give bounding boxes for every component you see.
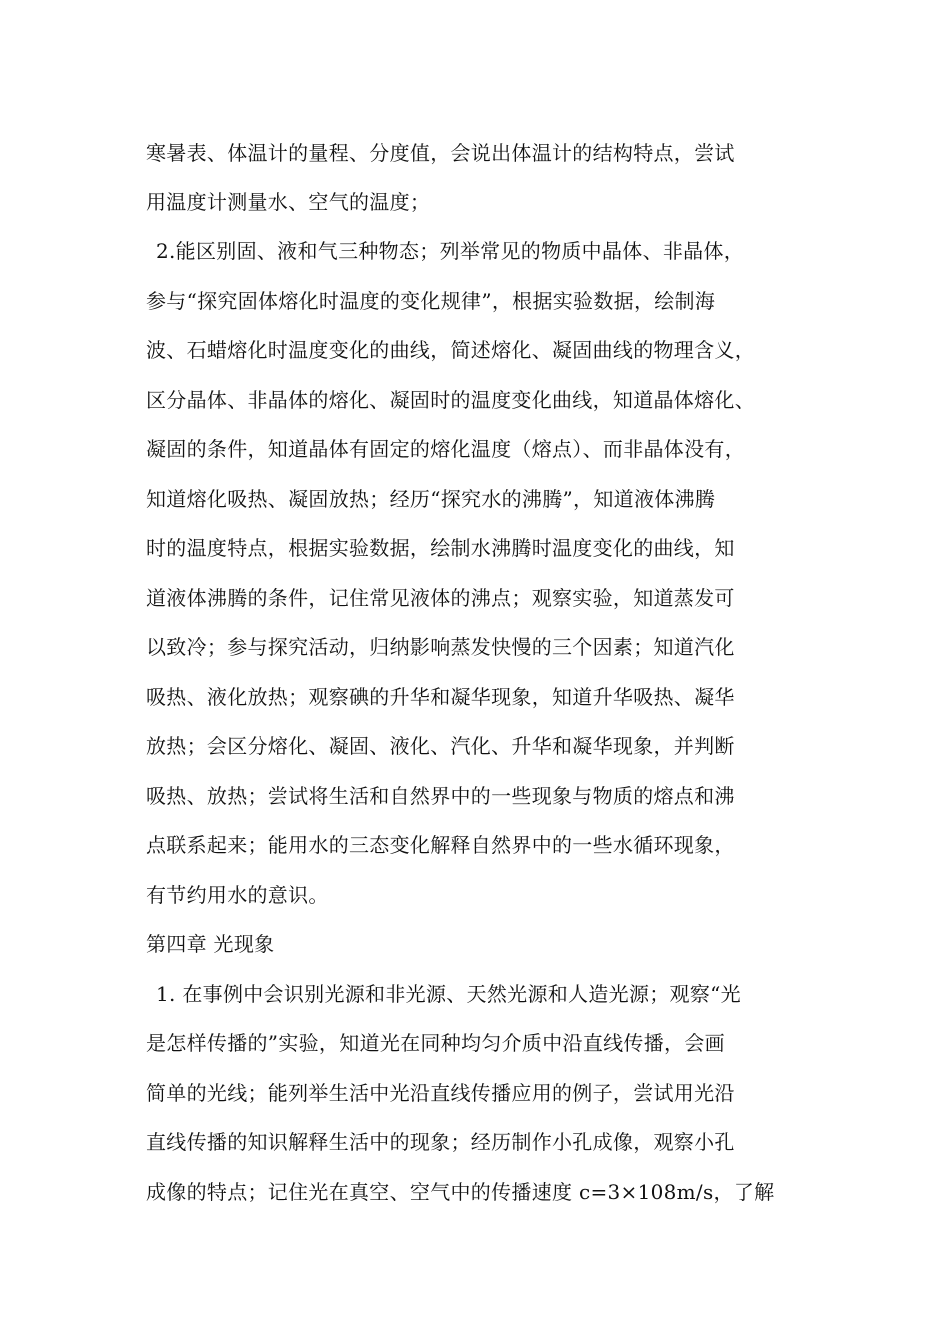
paragraph-line: 用温度计测量水、空气的温度； (146, 190, 431, 214)
paragraph-line: 寒暑表、体温计的量程、分度值，会说出体温计的结构特点，尝试 (146, 141, 735, 165)
paragraph-line: 有节约用水的意识。 (146, 883, 329, 907)
paragraph-line: 道液体沸腾的条件，记住常见液体的沸点；观察实验，知道蒸发可 (146, 586, 735, 610)
paragraph-line: 直线传播的知识解释生活中的现象；经历制作小孔成像，观察小孔 (146, 1130, 735, 1154)
paragraph-line: 时的温度特点，根据实验数据，绘制水沸腾时温度变化的曲线，知 (146, 536, 735, 560)
paragraph-line: 以致冷；参与探究活动，归纳影响蒸发快慢的三个因素；知道汽化 (146, 635, 735, 659)
paragraph-line: 简单的光线；能列举生活中光沿直线传播应用的例子，尝试用光沿 (146, 1081, 735, 1105)
paragraph-line: 吸热、液化放热；观察碘的升华和凝华现象，知道升华吸热、凝华 (146, 685, 735, 709)
list-item-2-line: 2.能区别固、液和气三种物态；列举常见的物质中晶体、非晶体， (156, 239, 745, 263)
paragraph-line: 波、石蜡熔化时温度变化的曲线，简述熔化、凝固曲线的物理含义， (146, 338, 755, 362)
list-item-1-line: 1. 在事例中会识别光源和非光源、天然光源和人造光源；观察“光 (156, 982, 741, 1006)
chapter-heading: 第四章 光现象 (146, 932, 275, 956)
paragraph-line: 参与“探究固体熔化时温度的变化规律”，根据实验数据，绘制海 (146, 289, 716, 313)
paragraph-line: 知道熔化吸热、凝固放热；经历“探究水的沸腾”，知道液体沸腾 (146, 487, 716, 511)
paragraph-line: 放热；会区分熔化、凝固、液化、汽化、升华和凝华现象，并判断 (146, 734, 735, 758)
paragraph-line: 是怎样传播的”实验，知道光在同种均匀介质中沿直线传播，会画 (146, 1031, 725, 1055)
paragraph-line: 点联系起来；能用水的三态变化解释自然界中的一些水循环现象， (146, 833, 735, 857)
paragraph-line: 区分晶体、非晶体的熔化、凝固时的温度变化曲线，知道晶体熔化、 (146, 388, 755, 412)
paragraph-line: 凝固的条件，知道晶体有固定的熔化温度（熔点）、而非晶体没有， (146, 437, 745, 461)
paragraph-line: 吸热、放热；尝试将生活和自然界中的一些现象与物质的熔点和沸 (146, 784, 735, 808)
paragraph-line: 成像的特点；记住光在真空、空气中的传播速度 c=3×108m/s，了解 (146, 1180, 775, 1204)
